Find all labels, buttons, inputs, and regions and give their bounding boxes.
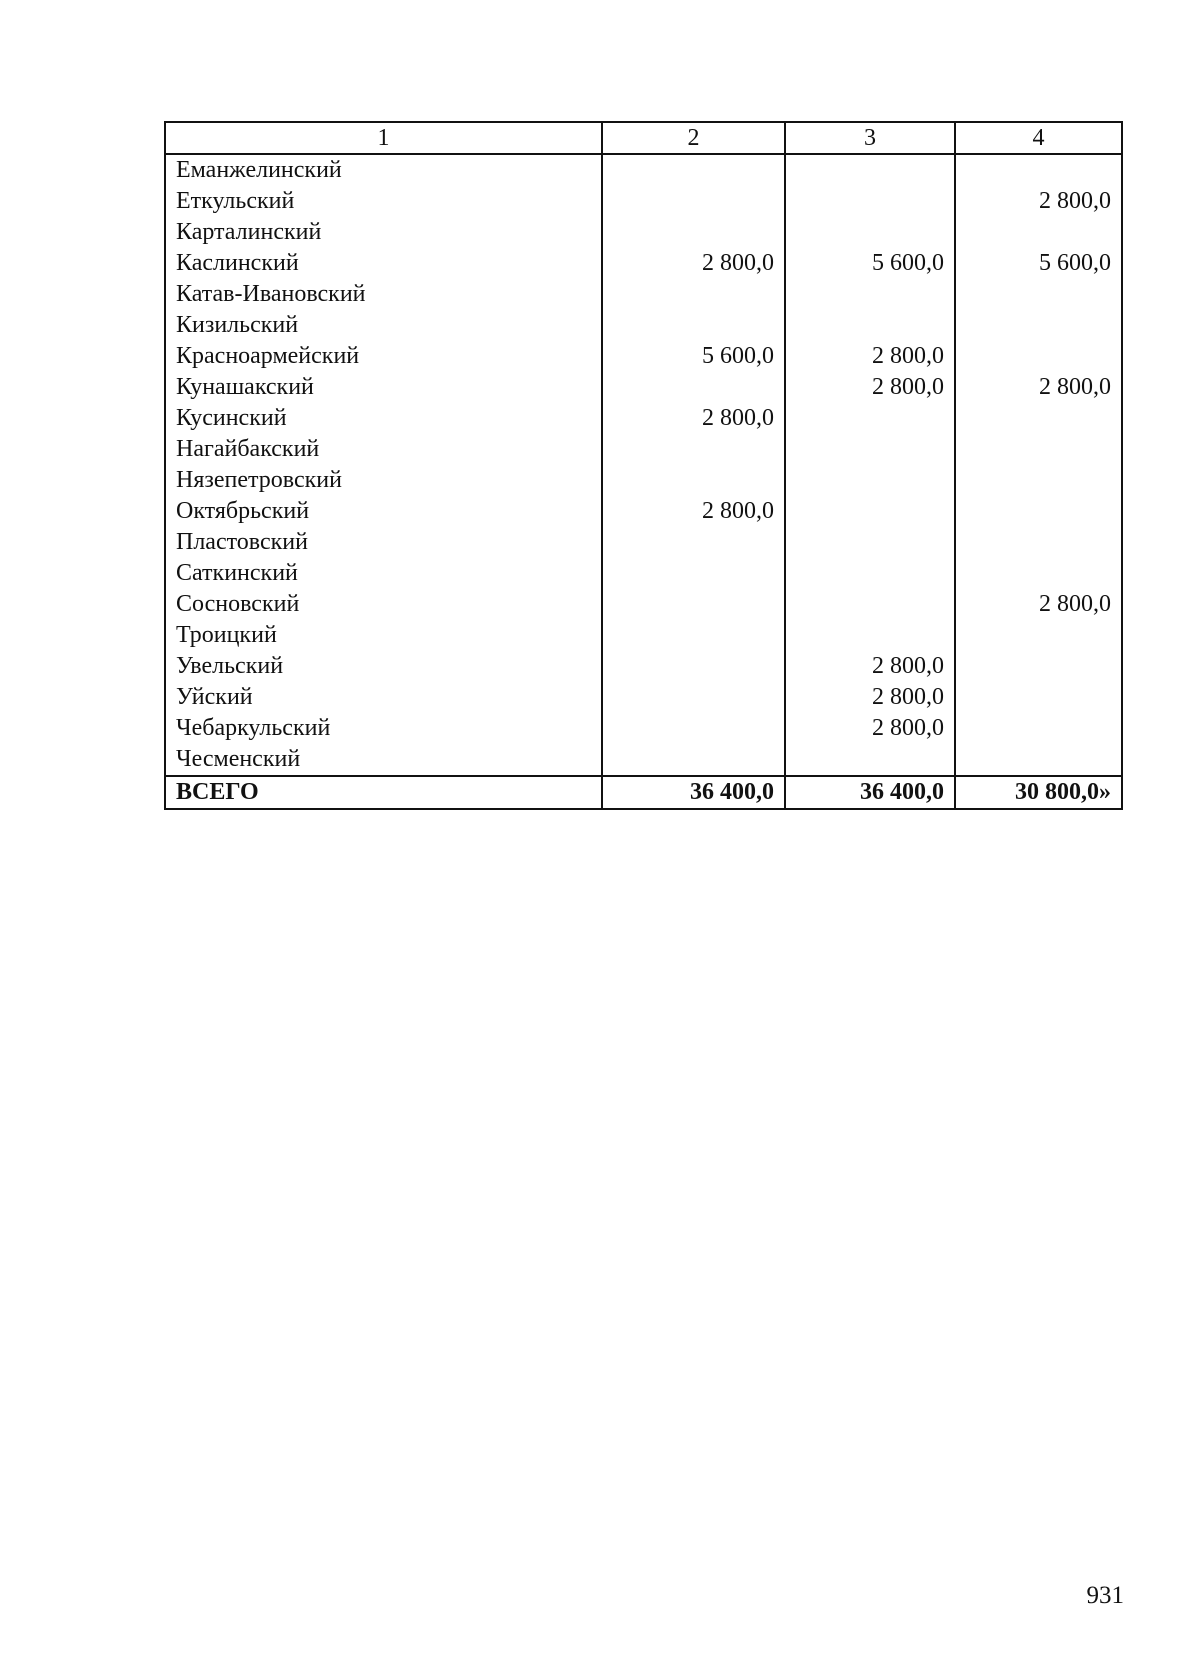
value-col-2: 2 800,0 — [602, 248, 785, 279]
value-col-4 — [955, 310, 1122, 341]
value-col-3: 2 800,0 — [785, 341, 955, 372]
table-row — [165, 651, 1122, 682]
table-row — [165, 217, 1122, 248]
table-row — [165, 341, 1122, 372]
district-name: Увельский — [165, 651, 602, 682]
district-name: Чебаркульский — [165, 713, 602, 744]
district-name: Пластовский — [165, 527, 602, 558]
table-header — [165, 122, 1122, 154]
district-name: Нязепетровский — [165, 465, 602, 496]
value-col-3 — [785, 403, 955, 434]
value-col-4: 5 600,0 — [955, 248, 1122, 279]
value-col-4: 2 800,0 — [955, 186, 1122, 217]
table-row — [165, 310, 1122, 341]
district-name: Чесменский — [165, 744, 602, 776]
table-row — [165, 372, 1122, 403]
value-col-3: 5 600,0 — [785, 248, 955, 279]
district-name: Кунашакский — [165, 372, 602, 403]
allocation-table — [164, 121, 1123, 810]
value-col-3 — [785, 465, 955, 496]
value-col-3 — [785, 496, 955, 527]
value-col-2: 2 800,0 — [602, 496, 785, 527]
header-col-1: 1 — [165, 122, 602, 154]
value-col-2 — [602, 372, 785, 403]
value-col-2 — [602, 217, 785, 248]
district-name: Саткинский — [165, 558, 602, 589]
value-col-3 — [785, 744, 955, 776]
header-col-4: 4 — [955, 122, 1122, 154]
value-col-4 — [955, 154, 1122, 186]
district-name: Карталинский — [165, 217, 602, 248]
district-name: Уйский — [165, 682, 602, 713]
district-name: Катав-Ивановский — [165, 279, 602, 310]
value-col-3 — [785, 620, 955, 651]
district-name: Октябрьский — [165, 496, 602, 527]
page-number: 931 — [1086, 1582, 1124, 1609]
value-col-2: 2 800,0 — [602, 403, 785, 434]
value-col-2 — [602, 186, 785, 217]
header-col-3: 3 — [785, 122, 955, 154]
total-col-3: 36 400,0 — [785, 776, 955, 809]
district-name: Еманжелинский — [165, 154, 602, 186]
table-row — [165, 744, 1122, 776]
district-name: Еткульский — [165, 186, 602, 217]
table-row — [165, 682, 1122, 713]
total-col-2: 36 400,0 — [602, 776, 785, 809]
value-col-2 — [602, 465, 785, 496]
value-col-2 — [602, 310, 785, 341]
district-name: Сосновский — [165, 589, 602, 620]
value-col-4 — [955, 620, 1122, 651]
header-col-2: 2 — [602, 122, 785, 154]
value-col-3 — [785, 558, 955, 589]
value-col-4 — [955, 465, 1122, 496]
value-col-3: 2 800,0 — [785, 651, 955, 682]
district-name: Троицкий — [165, 620, 602, 651]
value-col-4 — [955, 651, 1122, 682]
value-col-2 — [602, 744, 785, 776]
value-col-3: 2 800,0 — [785, 713, 955, 744]
value-col-4 — [955, 279, 1122, 310]
value-col-4 — [955, 496, 1122, 527]
table-row — [165, 279, 1122, 310]
value-col-3 — [785, 154, 955, 186]
value-col-2 — [602, 558, 785, 589]
value-col-2 — [602, 527, 785, 558]
district-name: Красноармейский — [165, 341, 602, 372]
value-col-2 — [602, 154, 785, 186]
value-col-4 — [955, 403, 1122, 434]
value-col-2 — [602, 434, 785, 465]
table-row — [165, 248, 1122, 279]
value-col-4: 2 800,0 — [955, 589, 1122, 620]
value-col-3 — [785, 310, 955, 341]
value-col-2 — [602, 589, 785, 620]
value-col-2: 5 600,0 — [602, 341, 785, 372]
value-col-3 — [785, 434, 955, 465]
value-col-4 — [955, 713, 1122, 744]
value-col-3: 2 800,0 — [785, 682, 955, 713]
table-row — [165, 154, 1122, 186]
table-row — [165, 620, 1122, 651]
district-name: Нагайбакский — [165, 434, 602, 465]
total-row — [165, 776, 1122, 809]
value-col-4: 2 800,0 — [955, 372, 1122, 403]
value-col-3 — [785, 217, 955, 248]
value-col-4 — [955, 682, 1122, 713]
table-row — [165, 403, 1122, 434]
table-row — [165, 589, 1122, 620]
value-col-4 — [955, 558, 1122, 589]
value-col-4 — [955, 217, 1122, 248]
table-row — [165, 186, 1122, 217]
value-col-2 — [602, 279, 785, 310]
value-col-4 — [955, 341, 1122, 372]
header-row — [165, 122, 1122, 154]
value-col-2 — [602, 713, 785, 744]
table-row — [165, 434, 1122, 465]
value-col-2 — [602, 651, 785, 682]
value-col-4 — [955, 434, 1122, 465]
value-col-2 — [602, 620, 785, 651]
value-col-4 — [955, 527, 1122, 558]
table-row — [165, 713, 1122, 744]
value-col-3 — [785, 279, 955, 310]
value-col-4 — [955, 744, 1122, 776]
total-col-4: 30 800,0» — [955, 776, 1122, 809]
table-row — [165, 496, 1122, 527]
district-name: Кусинский — [165, 403, 602, 434]
table-row — [165, 558, 1122, 589]
total-label: ВСЕГО — [165, 776, 602, 809]
value-col-3 — [785, 186, 955, 217]
value-col-3 — [785, 527, 955, 558]
district-name: Кизильский — [165, 310, 602, 341]
value-col-3: 2 800,0 — [785, 372, 955, 403]
value-col-2 — [602, 682, 785, 713]
table-row — [165, 527, 1122, 558]
district-name: Каслинский — [165, 248, 602, 279]
table-body — [165, 154, 1122, 809]
table-row — [165, 465, 1122, 496]
value-col-3 — [785, 589, 955, 620]
